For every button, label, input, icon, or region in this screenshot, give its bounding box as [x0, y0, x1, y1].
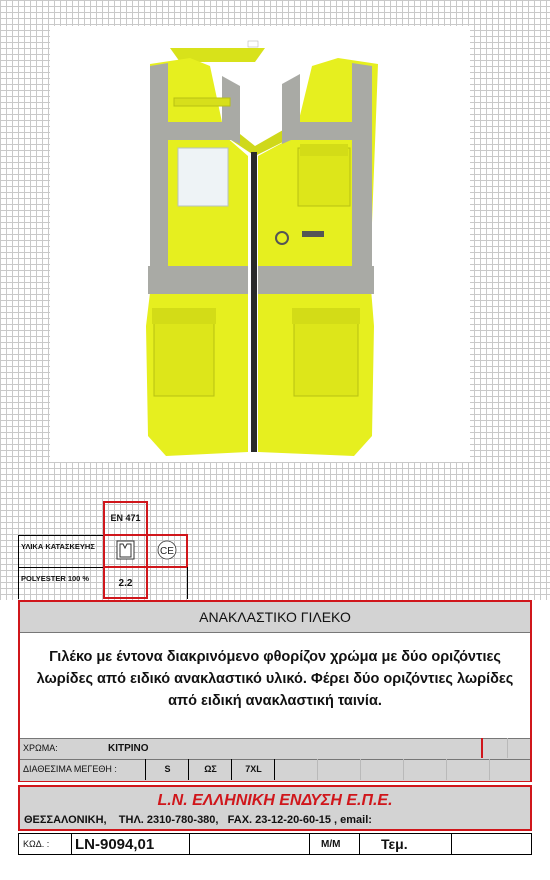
company-name: L.N. ΕΛΛΗΝΙΚΗ ΕΝΔΥΣΗ Ε.Π.Ε. [157, 792, 393, 809]
product-box [18, 600, 532, 782]
class-value: 2.2 [118, 578, 133, 589]
divider [187, 567, 188, 599]
color-value: ΚΙΤΡΙΝΟ [108, 742, 149, 754]
divider [71, 834, 72, 854]
divider [451, 834, 452, 854]
divider [18, 535, 19, 599]
divider [481, 738, 483, 758]
unit-value: Τεμ. [381, 836, 408, 852]
divider [317, 759, 318, 780]
wash-symbol-box [103, 534, 148, 568]
code-value: LN-9094,01 [75, 835, 155, 853]
code-label: ΚΩΔ. : [23, 839, 50, 849]
divider [231, 759, 232, 780]
color-label: ΧΡΩΜΑ: [23, 743, 58, 753]
vest-symbol-icon [105, 536, 146, 566]
company-contact: ΘΕΣΣΑΛΟΝΙΚΗ, ΤΗΛ. 2310-780-380, FAX. 23-12-20-60-15 , email: [24, 814, 372, 826]
product-title: ΑΝΑΚΛΑΣΤΙΚΟ ΓΙΛΕΚΟ [20, 602, 530, 633]
divider [446, 759, 447, 780]
code-row [18, 833, 532, 855]
divider [489, 759, 490, 780]
ce-box [146, 534, 188, 568]
ce-mark-icon [148, 536, 186, 566]
material-label: ΥΛΙΚΑ ΚΑΤΑΣΚΕΥΗΣ [21, 542, 95, 551]
standard-box [103, 501, 148, 536]
vest-image [50, 26, 470, 462]
divider [359, 834, 360, 854]
standard-label: EN 471 [110, 513, 141, 523]
divider [274, 759, 275, 780]
divider [188, 759, 189, 780]
product-description: Γιλέκο με έντονα διακρινόμενο φθορίζον χρώμα με δύο οριζόντιες λωρίδες από ειδικό ανακλαστικό υλικό. Φέρει δύο οριζόντιες λωρίδες από ειδική ανακλαστική ταινία. [36, 649, 514, 709]
size-max: 7XL [245, 764, 262, 774]
size-min: S [164, 764, 171, 774]
divider [360, 759, 361, 780]
divider [309, 834, 310, 854]
divider [189, 834, 190, 854]
product-photo [50, 26, 470, 462]
company-box [18, 785, 532, 831]
unit-label: Μ/Μ [321, 838, 341, 850]
material-value: POLYESTER 100 % [21, 574, 90, 583]
divider [507, 738, 508, 758]
size-separator: ΩΣ [204, 764, 217, 774]
divider [403, 759, 404, 780]
sizes-label: ΔΙΑΘΕΣΙΜΑ ΜΕΓΕΘΗ : [23, 764, 117, 774]
divider [145, 759, 146, 780]
class-box [103, 566, 148, 599]
svg-text:CE: CE [160, 546, 174, 557]
